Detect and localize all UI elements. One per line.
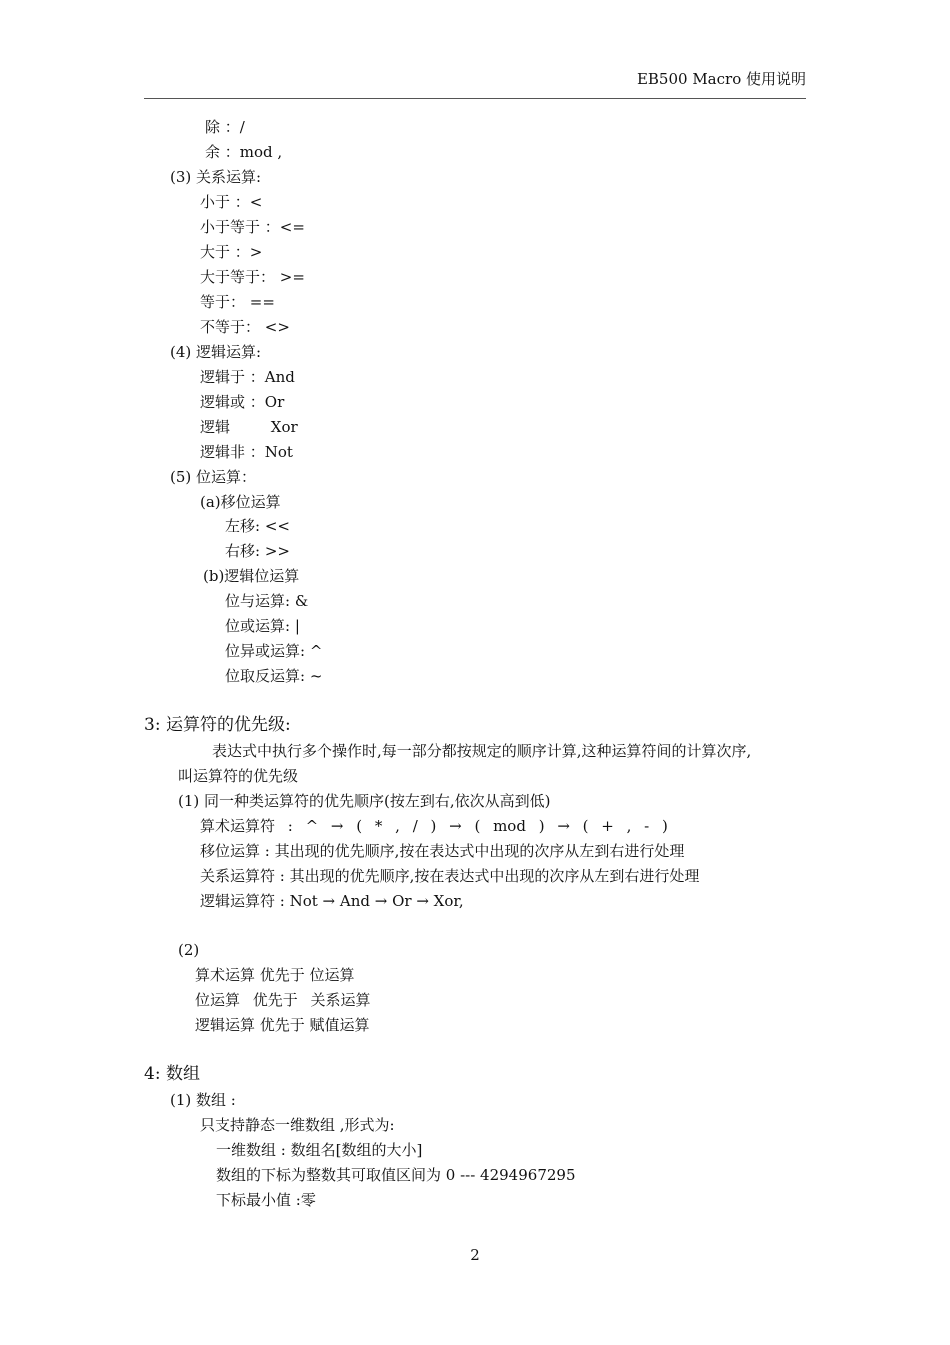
section-heading: 3: 运算符的优先级:	[144, 715, 291, 735]
text-line: 一维数组 : 数组名[数组的大小]	[216, 1141, 423, 1159]
text-line: (4) 逻辑运算:	[170, 343, 262, 361]
text-line: (3) 关系运算:	[170, 168, 262, 186]
text-line: 逻辑运算符 : Not → And → Or → Xor,	[200, 892, 464, 910]
text-line: 位与运算: &	[225, 592, 309, 610]
text-line: 逻辑于 ：And	[200, 368, 295, 386]
header-divider	[144, 98, 806, 99]
text-line: 位异或运算: ^	[225, 642, 323, 660]
text-line: 不等于： <>	[200, 318, 290, 336]
text-line: 逻辑或 ：Or	[200, 393, 285, 411]
text-line: 只支持静态一维数组 ,形式为:	[200, 1116, 395, 1134]
text-line: 数组的下标为整数其可取值区间为 0 --- 4294967295	[216, 1166, 576, 1184]
text-line: 除 ：/	[205, 118, 245, 136]
text-line: 余 ：mod ,	[205, 143, 283, 161]
text-line: 逻辑运算 优先于 赋值运算	[195, 1016, 370, 1034]
text-line: 算术运算 优先于 位运算	[195, 966, 355, 984]
text-line: 逻辑非 ：Not	[200, 443, 293, 461]
text-line: 位取反运算: ~	[225, 667, 323, 685]
text-line: 大于等于： >=	[200, 268, 305, 286]
text-line: 移位运算 : 其出现的优先顺序,按在表达式中出现的次序从左到右进行处理	[200, 842, 685, 860]
text-line: (a)移位运算	[200, 493, 281, 511]
text-line: (b)逻辑位运算	[203, 567, 300, 585]
section-heading: 4: 数组	[144, 1064, 200, 1084]
text-line: (5) 位运算：	[170, 468, 257, 486]
text-line: 等于： ==	[200, 293, 275, 311]
text-line: 逻辑 Xor	[200, 418, 298, 436]
text-line: (1) 同一种类运算符的优先顺序(按左到右,依次从高到低)	[178, 792, 551, 810]
page-number: 2	[470, 1246, 480, 1264]
text-line: (1) 数组 :	[170, 1091, 236, 1109]
text-line: 算术运算符 : ^ → ( * , / ) → ( mod ) → ( + , - )	[200, 817, 668, 835]
text-line: 位或运算: |	[225, 617, 300, 635]
text-line: 下标最小值 :零	[216, 1191, 316, 1209]
text-line: 右移: >>	[225, 542, 290, 560]
text-line: 大于 ：>	[200, 243, 263, 261]
text-line: 左移: <<	[225, 517, 290, 535]
text-line: 位运算 优先于 关系运算	[195, 991, 371, 1009]
text-line: 表达式中执行多个操作时,每一部分都按规定的顺序计算,这种运算符间的计算次序,	[212, 742, 752, 760]
text-line: 关系运算符 : 其出现的优先顺序,按在表达式中出现的次序从左到右进行处理	[200, 867, 700, 885]
text-line: (2)	[178, 941, 200, 959]
text-line: 小于 ：<	[200, 193, 263, 211]
text-line: 叫运算符的优先级	[178, 767, 299, 785]
header-title: EB500 Macro 使用说明	[636, 70, 806, 88]
text-line: 小于等于 ：<=	[200, 218, 305, 236]
